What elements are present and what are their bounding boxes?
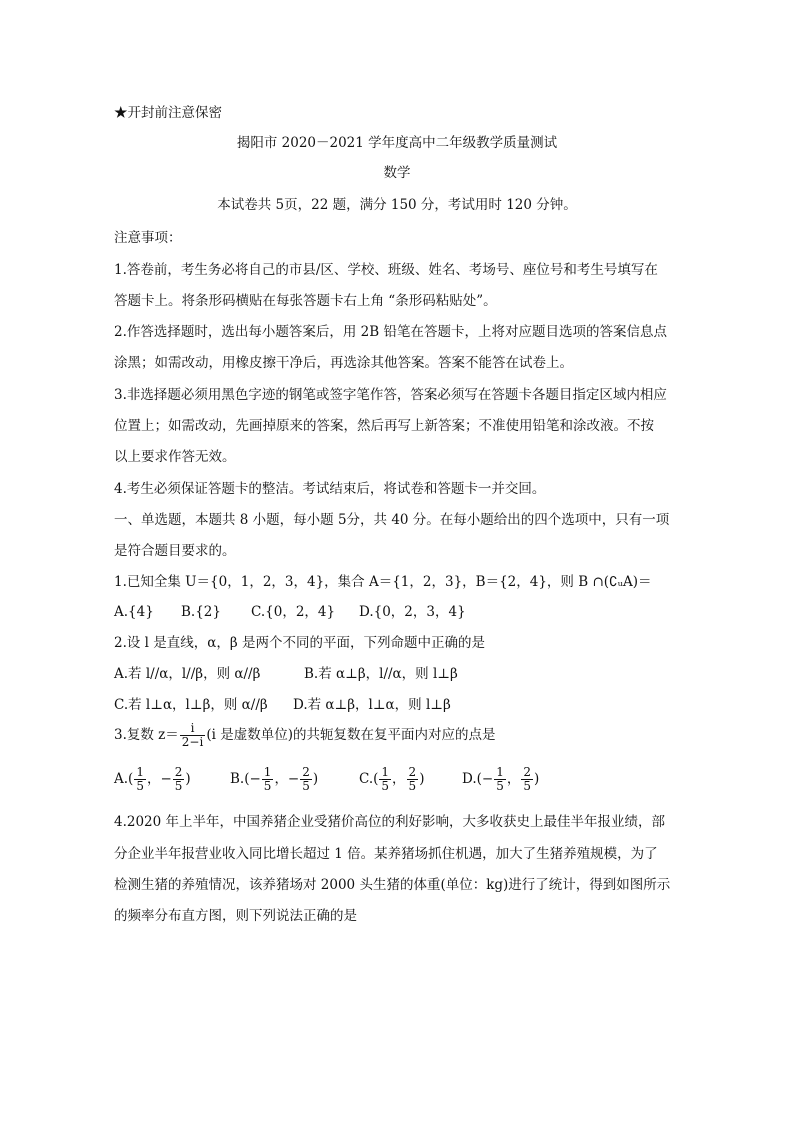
instructions-heading: 注意事项： [114,230,182,246]
q1-option-b: B.{2} [181,604,221,620]
q1-option-d: D.{0，2，3，4} [359,604,466,620]
question-4-line: 的频率分布直方图，则下列说法正确的是 [114,908,357,924]
question-1-stem: 1.已知全集 U＝{0，1，2，3，4}，集合 A＝{1，2，3}，B＝{2，4}，则 B ∩(∁ᵤA)＝ [114,574,652,590]
fraction: $\frac{2}{5}$ [302,765,310,793]
exam-title: 揭阳市 2020－2021 学年度高中二年级教学质量测试 [236,135,558,151]
q3-option-b: B.(− $\frac{1}{5}$ ，− $\frac{2}{5}$ ) [230,765,319,793]
confidential-notice: ★开封前注意保密 [114,105,222,121]
fraction: $\frac{1}{5}$ [381,765,390,793]
instruction-line: 以上要求作答无效。 [114,449,236,465]
fraction: $\frac{i}{2-i}$ [181,721,204,749]
q3-option-a: A.( $\frac{1}{5}$ ，− $\frac{2}{5}$ ) [114,765,191,793]
exam-info: 本试卷共 5页，22 题，满分 150 分，考试用时 120 分钟。 [217,197,577,213]
q2-option-d: D.若 α⊥β，l⊥α，则 l⊥β [293,697,451,713]
instruction-line: 3.非选择题必须用黑色字迹的钢笔或签字笔作答，答案必须写在答题卡各题目指定区域内相应 [114,387,667,403]
question-4-line: 4.2020 年上半年，中国养猪企业受猪价高位的利好影响，大多收获史上最佳半年报业绩，部 [114,814,666,830]
section-heading-cont: 是符合题目要求的。 [114,543,236,559]
instruction-line: 位置上；如需改动，先画掉原来的答案，然后再写上新答案；不准使用铅笔和涂改液。不按 [114,418,654,434]
question-2-stem: 2.设 l 是直线，α，β 是两个不同的平面，下列命题中正确的是 [114,635,485,651]
fraction: $\frac{2}{5}$ [174,765,183,793]
question-4-line: 检测生猪的养殖情况，该养猪场对 2000 头生猪的体重(单位：kg)进行了统计，得到如图所示 [114,877,671,893]
fraction: $\frac{1}{5}$ [136,765,144,793]
q3-option-d: D.(− $\frac{1}{5}$ ， $\frac{2}{5}$ ) [462,765,540,793]
fraction: $\frac{2}{5}$ [408,765,417,793]
q2-option-c: C.若 l⊥α，l⊥β，则 α//β [114,697,268,713]
fraction: $\frac{1}{5}$ [496,765,504,793]
fraction: $\frac{2}{5}$ [523,765,531,793]
subject-title: 数学 [383,165,411,181]
instruction-line: 2.作答选择题时，选出每小题答案后，用 2B 铅笔在答题卡，上将对应题目选项的答案信息点 [114,324,667,340]
instruction-line: 1.答卷前，考生务必将自己的市县/区、学校、班级、姓名、考场号、座位号和考生号填写在 [114,262,658,278]
instruction-line: 涂黑；如需改动，用橡皮擦干净后，再选涂其他答案。答案不能答在试卷上。 [114,355,573,371]
instruction-line: 4.考生必须保证答题卡的整洁。考试结束后，将试卷和答题卡一并交回。 [114,481,546,497]
fraction: $\frac{1}{5}$ [263,765,272,793]
q3-option-c: C.( $\frac{1}{5}$ ， $\frac{2}{5}$ ) [359,765,425,793]
q2-option-a: A.若 l//α，l//β，则 α//β [114,666,261,682]
section-heading: 一、单选题，本题共 8 小题，每小题 5分，共 40 分。在每小题给出的四个选项中，只有一项 [114,512,670,528]
q1-option-c: C.{0，2，4} [251,604,336,620]
q1-option-a: A.{4} [114,604,154,620]
instruction-line: 答题卡上。将条形码横贴在每张答题卡右上角 “条形码粘贴处”。 [114,293,497,309]
question-4-line: 分企业半年报营业收入同比增长超过 1 倍。某养猪场抓住机遇，加大了生猪养殖规模，为了 [114,846,658,862]
question-3-stem: 3.复数 z＝ $\frac{i}{2-i}$ (i 是虚数单位)的共轭复数在复平面内对应的点是 [114,721,496,749]
q2-option-b: B.若 α⊥β，l//α，则 l⊥β [304,666,458,682]
